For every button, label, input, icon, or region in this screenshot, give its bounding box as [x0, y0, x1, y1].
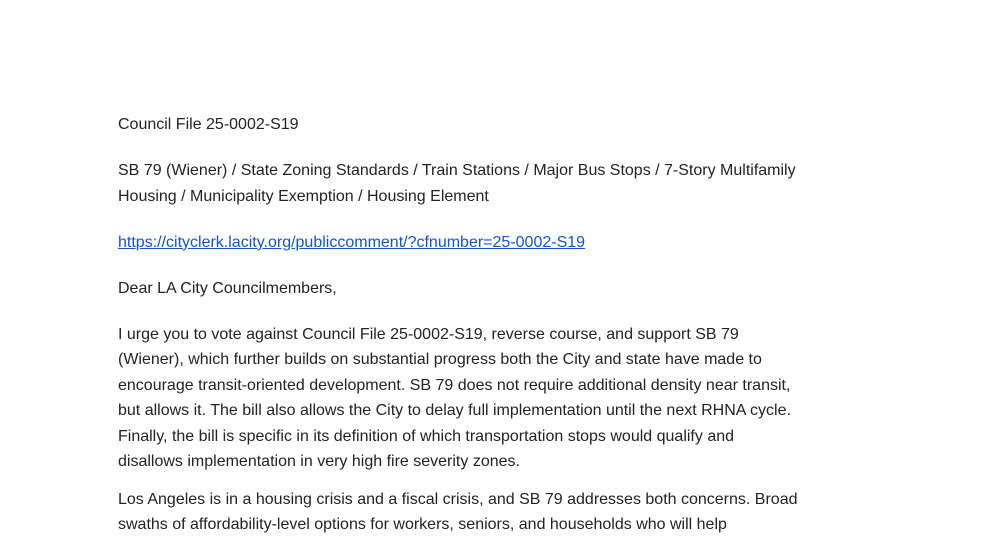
- text-line: Los Angeles is in a housing crisis and a fiscal crisis, and SB 79 addresses both concerns. Broad: [118, 490, 798, 508]
- paragraph-urge-vote: [118, 322, 908, 475]
- paragraph-subject: [118, 158, 908, 209]
- paragraph-link: [118, 230, 908, 256]
- subject-line: Housing / Municipality Exemption / Housing Element: [118, 187, 489, 205]
- text-line: encourage transit-oriented development. SB 79 does not require additional density near transit,: [118, 376, 791, 394]
- text-line: disallows implementation in very high fire severity zones.: [118, 453, 520, 470]
- document-page: [118, 112, 908, 538]
- file-number-text: Council File 25-0002-S19: [118, 116, 299, 133]
- text-line: Finally, the bill is specific in its definition of which transportation stops would qualify and: [118, 427, 735, 445]
- subject-line: SB 79 (Wiener) / State Zoning Standards / Train Stations / Major Bus Stops / 7-Story Multifamily: [118, 162, 796, 179]
- paragraph-housing-crisis: [118, 487, 908, 538]
- text-line: (Wiener), which further builds on substantial progress both the City and state have made to: [118, 351, 762, 368]
- text-line: I urge you to vote against Council File 25-0002-S19, reverse course, and support SB 79: [118, 325, 739, 343]
- text-line: but allows it. The bill also allows the City to delay full implementation until the next RHNA cycle.: [118, 402, 791, 419]
- paragraph-salutation: [118, 276, 908, 302]
- text-line-clipped: swaths of affordability-level options for workers, seniors, and households who will help: [118, 516, 727, 533]
- public-comment-link[interactable]: https://cityclerk.lacity.org/publiccomment/?cfnumber=25-0002-S19: [118, 233, 586, 251]
- paragraph-file-number: [118, 112, 908, 138]
- salutation-text: Dear LA City Councilmembers,: [118, 279, 337, 297]
